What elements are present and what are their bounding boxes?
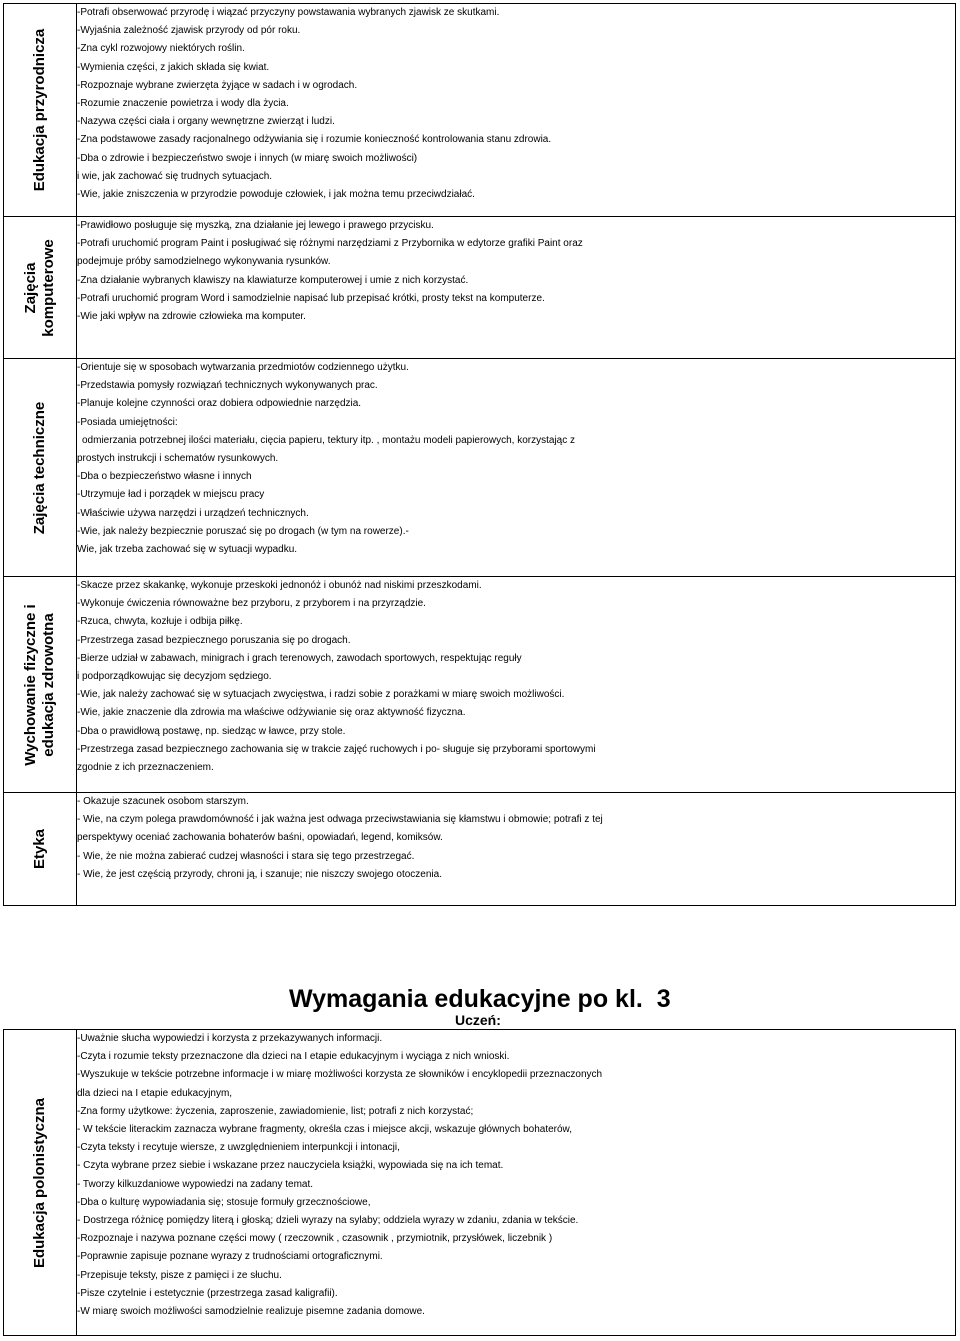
requirements-cell bbox=[77, 217, 956, 359]
list-item: -Wie, jak należy bezpiecznie poruszać się po drogach (w tym na rowerze).- bbox=[77, 525, 409, 537]
list-item: -Potrafi obserwować przyrodę i wiązać przyczyny powstawania wybranych zjawisk ze skutkami. bbox=[77, 7, 500, 18]
list-item: -Nazywa części ciała i organy wewnętrzne zwierząt i ludzi. bbox=[77, 116, 335, 128]
list-item: -Orientuje się w sposobach wytwarzania przedmiotów codziennego użytku. bbox=[77, 362, 409, 373]
list-item: -Wymienia części, z jakich składa się kwiat. bbox=[77, 61, 270, 73]
list-item: -Przedstawia pomysły rozwiązań technicznych wykonywanych prac. bbox=[77, 380, 378, 392]
subject-label-line: Edukacja przyrodnicza bbox=[31, 28, 48, 192]
subject-label-line: Zajęcia bbox=[22, 262, 39, 313]
subject-cell bbox=[4, 217, 77, 359]
list-item: -Dba o zdrowie i bezpieczeństwo swoje i innych (w miarę swoich możliwości) bbox=[77, 152, 418, 164]
list-item: prostych instrukcji i schematów rysunkowych. bbox=[77, 453, 279, 465]
list-item: -Dba o bezpieczeństwo własne i innych bbox=[77, 471, 252, 483]
list-item: odmierzania potrzebnej ilości materiału, cięcia papieru, tektury itp. , montażu modeli papierowych, korzystając z bbox=[82, 434, 576, 446]
list-item: -Planuje kolejne czynności oraz dobiera odpowiednie narzędzia. bbox=[77, 398, 362, 410]
requirements-cell bbox=[77, 1030, 956, 1336]
page-subtitle: Uczeń: bbox=[455, 1012, 501, 1028]
list-item: - W tekście literackim zaznacza wybrane fragmenty, określa czas i miejsce akcji, wskazuje głównych bohaterów, bbox=[77, 1124, 572, 1136]
subject-label-line: komputerowe bbox=[40, 238, 57, 337]
subject-label bbox=[31, 829, 49, 869]
list-item: -Potrafi uruchomić program Paint i posługiwać się różnymi narzędziami z Przybornika w edytorze grafiki Paint oraz bbox=[77, 238, 583, 250]
list-item: Wie, jak trzeba zachować się w sytuacji wypadku. bbox=[77, 544, 298, 556]
list-item: - Wie, na czym polega prawdomówność i jak ważna jest odwaga przeciwstawiania się kłamstwu i obmowie; potrafi z tej bbox=[77, 814, 603, 826]
list-item: -Wie jaki wpływ na zdrowie człowieka ma komputer. bbox=[77, 311, 306, 323]
subject-label bbox=[22, 239, 58, 337]
list-item: -Poprawnie zapisuje poznane wyrazy z trudnościami ortograficznymi. bbox=[77, 1251, 383, 1263]
list-item: -Przestrzega zasad bezpiecznego zachowania się w trakcie zajęć ruchowych i po- sługuje się przyborami sportowymi bbox=[77, 743, 596, 755]
list-item: - Wie, że nie można zabierać cudzej własności i stara się tego przestrzegać. bbox=[77, 850, 415, 862]
list-item: dla dzieci na I etapie edukacyjnym, bbox=[77, 1087, 233, 1099]
subject-label-line: Zajęcia techniczne bbox=[31, 401, 48, 534]
subject-label-line: Etyka bbox=[31, 828, 48, 870]
subject-label bbox=[22, 604, 58, 765]
subject-label bbox=[31, 29, 49, 192]
list-item: -Skacze przez skakankę, wykonuje przeskoki jednonóż i obunóż nad niskimi przeszkodami. bbox=[77, 580, 482, 591]
table-row bbox=[4, 1030, 956, 1336]
list-item: -Wyszukuje w tekście potrzebne informacje i w miarę możliwości korzysta ze słowników i encyklopedii przeznaczonych bbox=[77, 1069, 603, 1081]
list-item: -Zna formy użytkowe: życzenia, zaproszenie, zawiadomienie, list; potrafi z nich korzystać; bbox=[77, 1105, 474, 1117]
list-item: -Dba o kulturę wypowiadania się; stosuje formuły grzecznościowe, bbox=[77, 1196, 371, 1208]
list-item: -Czyta teksty i recytuje wiersze, z uwzględnieniem interpunkcji i intonacji, bbox=[77, 1142, 400, 1154]
requirements-table bbox=[3, 1029, 956, 1336]
subject-cell bbox=[4, 793, 77, 906]
requirements-table bbox=[3, 3, 956, 906]
list-item: i podporządkowując się decyzjom sędziego. bbox=[77, 671, 272, 683]
table-row bbox=[4, 577, 956, 793]
subject-label-line: Wychowanie fizyczne i bbox=[22, 603, 39, 766]
requirements-cell bbox=[77, 359, 956, 577]
list-item: -Rozumie znaczenie powietrza i wody dla życia. bbox=[77, 98, 289, 110]
list-item: -Rozpoznaje wybrane zwierzęta żyjące w sadach i w ogrodach. bbox=[77, 79, 358, 91]
list-item: -Potrafi uruchomić program Word i samodzielnie napisać lub przepisać krótki, prosty tekst na komputerze. bbox=[77, 292, 545, 304]
list-item: -Czyta i rozumie teksty przeznaczone dla dzieci na I etapie edukacyjnym i wyciąga z nich wnioski. bbox=[77, 1051, 510, 1063]
list-item: -Właściwie używa narzędzi i urządzeń technicznych. bbox=[77, 507, 309, 519]
list-item: -Rzuca, chwyta, kozłuje i odbija piłkę. bbox=[77, 616, 243, 628]
requirements-cell bbox=[77, 793, 956, 906]
list-item: -Uważnie słucha wypowiedzi i korzysta z przekazywanych informacji. bbox=[77, 1033, 383, 1044]
list-item: -Utrzymuje ład i porządek w miejscu pracy bbox=[77, 489, 265, 501]
list-item: perspektywy oceniać zachowania bohaterów baśni, opowiadań, legend, komiksów. bbox=[77, 832, 443, 844]
subject-label-line: Edukacja polonistyczna bbox=[31, 1097, 48, 1268]
list-item: -Dba o prawidłową postawę, np. siedząc w ławce, przy stole. bbox=[77, 725, 346, 737]
list-item: podejmuje próby samodzielnego wykonywania rysunków. bbox=[77, 256, 331, 268]
list-item: - Wie, że jest częścią przyrody, chroni ją, i szanuje; nie niszczy swojego otoczenia. bbox=[77, 868, 442, 880]
table-row bbox=[4, 4, 956, 217]
subject-cell bbox=[4, 577, 77, 793]
list-item: -Przestrzega zasad bezpiecznego poruszania się po drogach. bbox=[77, 634, 351, 646]
subject-label bbox=[31, 1097, 49, 1267]
list-item: -Zna cykl rozwojowy niektórych roślin. bbox=[77, 43, 245, 55]
page-title: Wymagania edukacyjne po kl. 3 bbox=[289, 985, 671, 1013]
list-item: - Okazuje szacunek osobom starszym. bbox=[77, 796, 249, 807]
list-item: -Wie, jak należy zachować się w sytuacjach zwycięstwa, i radzi sobie z porażkami w miarę swoich możliwości. bbox=[77, 689, 565, 701]
table-row bbox=[4, 793, 956, 906]
list-item: - Czyta wybrane przez siebie i wskazane przez nauczyciela książki, wypowiada się na ich temat. bbox=[77, 1160, 504, 1172]
list-item: -Przepisuje teksty, pisze z pamięci i ze słuchu. bbox=[77, 1269, 282, 1281]
list-item: -Bierze udział w zabawach, minigrach i grach terenowych, zawodach sportowych, respektując reguły bbox=[77, 652, 522, 664]
list-item: i wie, jak zachować się trudnych sytuacjach. bbox=[77, 170, 273, 182]
list-item: - Dostrzega różnicę pomiędzy literą i głoską; dzieli wyrazy na sylaby; oddziela wyrazy w zdaniu, zdania w tekście. bbox=[77, 1215, 579, 1227]
list-item: -Wie, jakie znaczenie dla zdrowia ma właściwe odżywianie się oraz aktywność fizyczna. bbox=[77, 707, 466, 719]
list-item: -Wyjaśnia zależność zjawisk przyrody od pór roku. bbox=[77, 25, 301, 37]
requirements-cell bbox=[77, 4, 956, 217]
list-item: -Posiada umiejętności: bbox=[77, 416, 178, 428]
subject-cell bbox=[4, 359, 77, 577]
list-item: zgodnie z ich przeznaczeniem. bbox=[77, 762, 214, 774]
list-item: -Rozpoznaje i nazywa poznane części mowy ( rzeczownik , czasownik , przymiotnik, przysłówek, liczebnik ) bbox=[77, 1233, 553, 1245]
list-item: -Zna podstawowe zasady racjonalnego odżywiania się i rozumie konieczność kontrolowania stanu zdrowia. bbox=[77, 134, 552, 146]
list-item: -Pisze czytelnie i estetycznie (przestrzega zasad kaligrafii). bbox=[77, 1287, 338, 1299]
list-item: -Prawidłowo posługuje się myszką, zna działanie jej lewego i prawego przycisku. bbox=[77, 220, 434, 231]
list-item: -Wie, jakie zniszczenia w przyrodzie powoduje człowiek, i jak można temu przeciwdziałać. bbox=[77, 189, 475, 201]
list-item: -Zna działanie wybranych klawiszy na klawiaturze komputerowej i umie z nich korzystać. bbox=[77, 274, 469, 286]
table-row bbox=[4, 217, 956, 359]
subject-label bbox=[31, 401, 49, 534]
table-row bbox=[4, 359, 956, 577]
list-item: - Tworzy kilkuzdaniowe wypowiedzi na zadany temat. bbox=[77, 1178, 314, 1190]
requirements-cell bbox=[77, 577, 956, 793]
subject-label-line: edukacja zdrowotna bbox=[40, 612, 57, 757]
list-item: -W miarę swoich możliwości samodzielnie realizuje pisemne zadania domowe. bbox=[77, 1306, 425, 1318]
list-item: -Wykonuje ćwiczenia równoważne bez przyboru, z przyborem i na przyrządzie. bbox=[77, 598, 426, 610]
subject-cell bbox=[4, 4, 77, 217]
subject-cell bbox=[4, 1030, 77, 1336]
